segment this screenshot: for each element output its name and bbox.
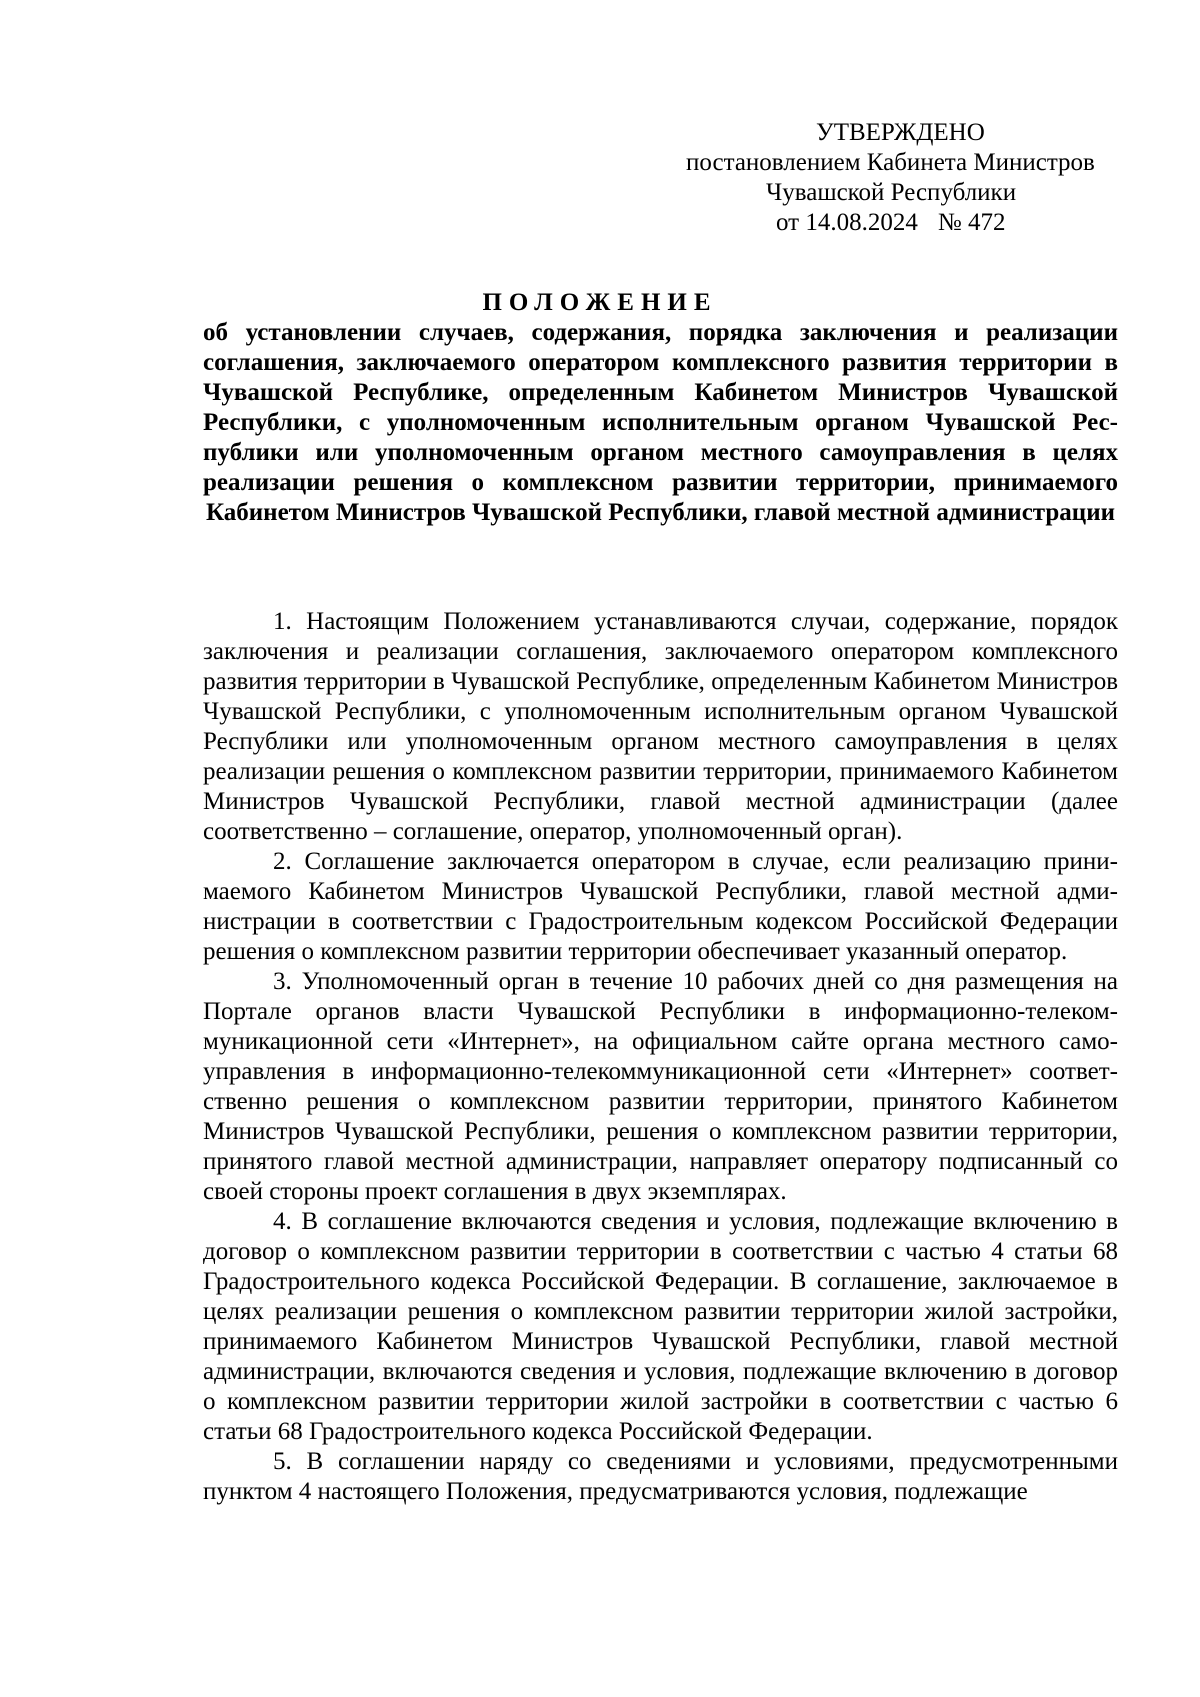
paragraph-4: 4. В соглашение включаются сведения и условия, подлежащие включению в договор о комплексном развитии территории в соответствии с частью 4 статьи 68 Градостроительного кодекса Российской Федерации. В соглашение, заключаемое в целях реализации решения о комплексном развитии территории жилой застройки, принимаемого Кабинетом Министров Чувашской Республики, главой местной администрации, включаются сведения и условия, подлежащие включению в договор о комплексном развитии территории жилой застройки в соответствии с частью 6 статьи 68 Градостроительного кодекса Российской Федерации. [203,1208,1118,1445]
document-subtitle: об установлении случаев, содержания, порядка заключения и реализации соглашения, заключаемого оператором комплексного развития территории в Чувашской Республике, определенным Кабинетом Министров Чувашской Республики, с уполномоченным исполнительным органом Чувашской Республики или уполномоченным органом местного самоуправления в целях реализации решения о комплексном развитии территории, принимаемого Кабинетом Министров Чувашской Республики, главой местной администрации [203,319,1118,526]
approval-decree-line: постановлением Кабинета Министров [686,149,1095,176]
paragraph-5: 5. В соглашении наряду со сведениями и условиями, предусмотренными пунктом 4 настоящего Положения, предусматриваются условия, подлежащие [203,1448,1118,1505]
paragraph-1: 1. Настоящим Положением устанавливаются случаи, содержание, порядок заключения и реализации соглашения, заключаемого оператором комплексного развития территории в Чувашской Республике, определенным Кабинетом Министров Чувашской Республики, с уполномоченным исполнительным органом Чувашской Республики или уполномоченным органом местного самоуправления в целях реализации решения о комплексном развитии территории, принимаемого Кабинетом Министров Чувашской Республики, главой местной администрации (далее соответственно – соглашение, оператор, уполномоченный орган). [203,608,1118,845]
approval-date: от 14.08.2024 [776,209,918,236]
document-body [203,607,1118,1507]
approval-heading: УТВЕРЖДЕНО [816,119,985,146]
paragraph-3: 3. Уполномоченный орган в течение 10 рабочих дней со дня размещения на Портале органов власти Чувашской Республики в информационно-телекоммуникационной сети «Интернет», на официальном сайте органа местного самоуправления в информационно-телекоммуникационной сети «Интернет» соответственно решения о комплексном развитии территории, принятого Кабинетом Министров Чувашской Республики, решения о комплексном развитии территории, принятого главой местной администрации, направляет оператору подписанный со своей стороны проект соглашения в двух экземплярах. [203,968,1118,1205]
approval-number: № 472 [937,209,1006,236]
document-title: ПОЛОЖЕНИЕ [482,289,718,316]
approval-republic-line: Чувашской Республики [766,179,1017,206]
approval-date-number-line [686,208,1106,238]
approval-stamp [686,118,1106,238]
paragraph-2: 2. Соглашение заключается оператором в случае, если реализацию принимаемого Кабинетом Министров Чувашской Республики, главой местной администрации в соответствии с Градостроительным кодексом Российской Федерации решения о комплексном развитии территории обеспечивает указанный оператор. [203,848,1118,965]
